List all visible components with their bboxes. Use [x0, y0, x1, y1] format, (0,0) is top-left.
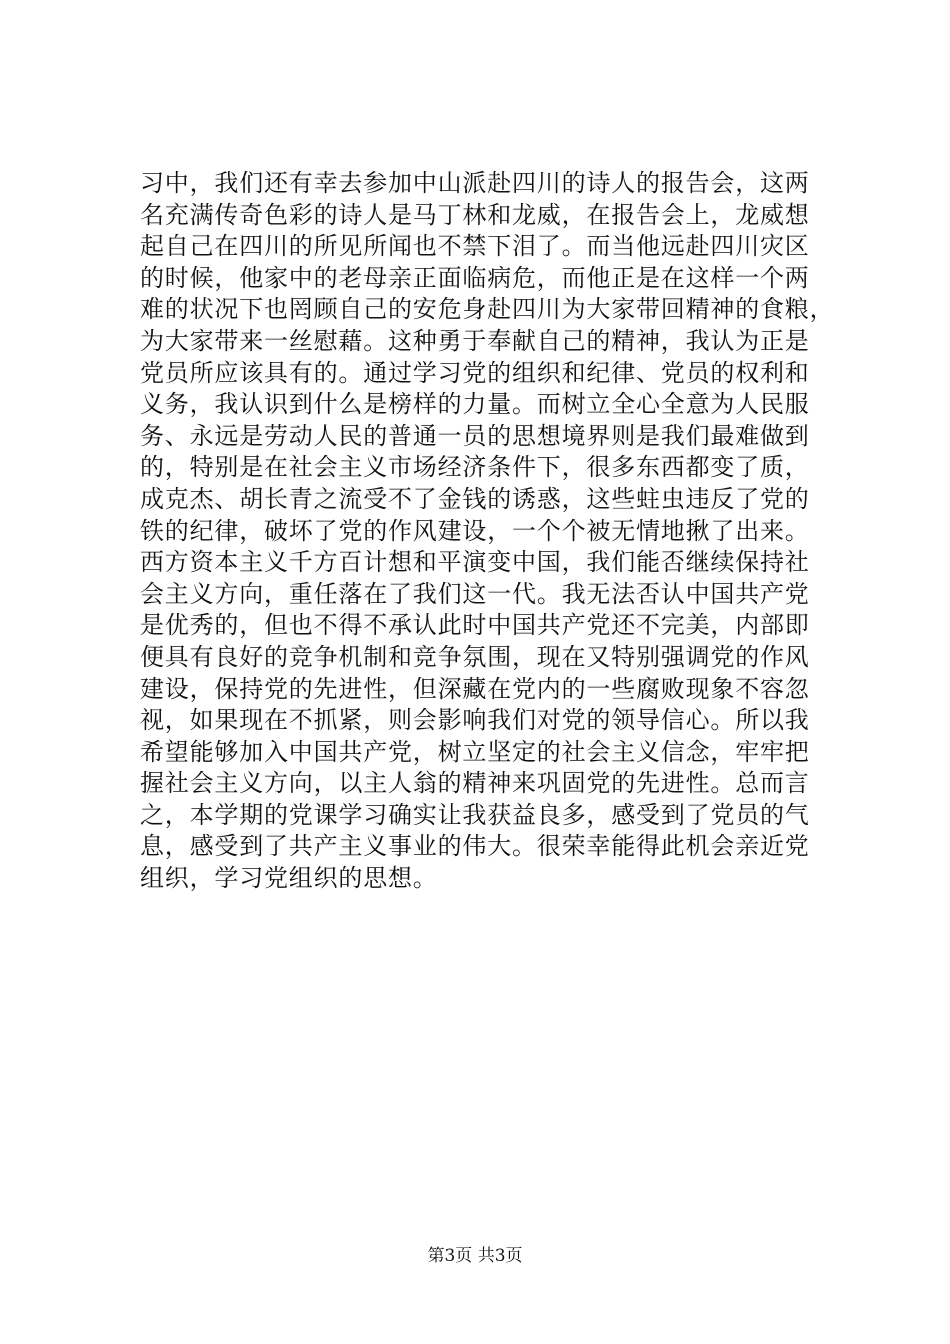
text-line: 视，如果现在不抓紧，则会影响我们对党的领导信心。所以我	[140, 706, 810, 735]
text-line: 西方资本主义千方百计想和平演变中国，我们能否继续保持社	[140, 548, 810, 577]
page-number-footer: 第3页 共3页	[427, 1246, 523, 1266]
text-line: 习中，我们还有幸去参加中山派赴四川的诗人的报告会，这两	[140, 169, 810, 197]
text-line: 是优秀的，但也不得不承认此时中国共产党还不完美，内部即	[140, 611, 810, 640]
text-line: 建设，保持党的先进性，但深藏在党内的一些腐败现象不容忽	[140, 674, 810, 703]
text-line: 起自己在四川的所见所闻也不禁下泪了。而当他远赴四川灾区	[140, 232, 810, 261]
text-line: 铁的纪律，破坏了党的作风建设，一个个被无情地揪了出来。	[140, 516, 810, 545]
text-line: 务、永远是劳动人民的普通一员的思想境界则是我们最难做到	[140, 421, 810, 450]
text-line: 组织，学习党组织的思想。	[140, 864, 438, 893]
text-line: 的时候，他家中的老母亲正面临病危，而他正是在这样一个两	[140, 263, 810, 292]
text-line: 的，特别是在社会主义市场经济条件下，很多东西都变了质，	[140, 453, 810, 482]
text-line: 义务，我认识到什么是榜样的力量。而树立全心全意为人民服	[140, 390, 810, 419]
text-line: 便具有良好的竞争机制和竞争氛围，现在又特别强调党的作风	[140, 642, 810, 671]
text-line: 名充满传奇色彩的诗人是马丁林和龙威，在报告会上，龙威想	[140, 200, 810, 229]
text-line: 握社会主义方向，以主人翁的精神来巩固党的先进性。总而言	[140, 769, 810, 798]
text-line: 会主义方向，重任落在了我们这一代。我无法否认中国共产党	[140, 579, 810, 608]
text-line: 之，本学期的党课学习确实让我获益良多，感受到了党员的气	[140, 800, 810, 829]
text-line: 为大家带来一丝慰藉。这种勇于奉献自己的精神，我认为正是	[140, 326, 810, 355]
text-line: 息，感受到了共产主义事业的伟大。很荣幸能得此机会亲近党	[140, 832, 810, 861]
text-line: 成克杰、胡长青之流受不了金钱的诱惑，这些蛀虫违反了党的	[140, 484, 810, 513]
text-line: 难的状况下也罔顾自己的安危身赴四川为大家带回精神的食粮，	[140, 295, 835, 324]
text-line: 希望能够加入中国共产党，树立坚定的社会主义信念，牢牢把	[140, 737, 810, 766]
text-line: 党员所应该具有的。通过学习党的组织和纪律、党员的权利和	[140, 358, 810, 387]
body-paragraph	[140, 168, 835, 895]
